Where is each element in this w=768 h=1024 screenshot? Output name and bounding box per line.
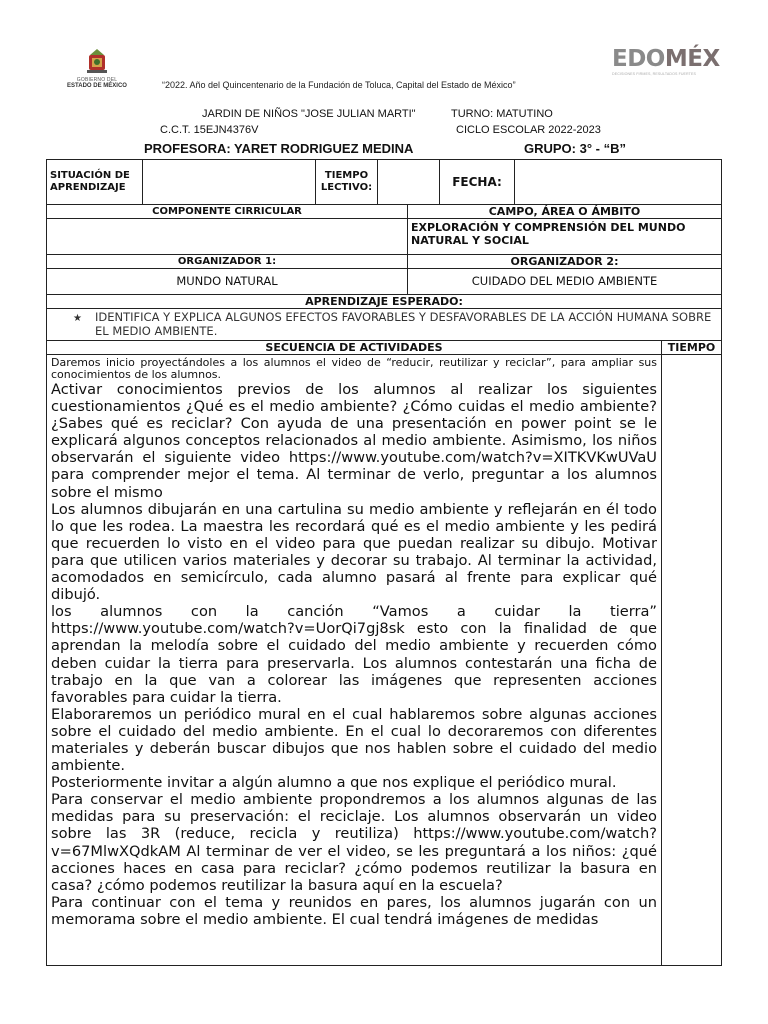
activity-paragraph: Activar conocimientos previos de los alumnos al realizar los siguientes cuestionamientos ¿Qué es el medio ambiente? ¿Cómo cuidas el medio ambiente? ¿Sabes qué es reciclar? Con ayuda de una presentación en power point se le explicará algunos conceptos relacionados al medio ambiente. Asimismo, los niños observarán el siguiente video https://www.youtube.com/watch?v=XITKVKwUVaU para comprender mejor el tema. Al terminar de verlo, preguntar a los alumnos sobre el mismo: [51, 381, 657, 501]
time-column-header: TIEMPO: [662, 341, 722, 355]
activity-paragraph: Para continuar con el tema y reunidos en pares, los alumnos jugarán con un memorama sobre el medio ambiente. El cual tendrá imágenes de medidas: [51, 893, 657, 928]
component-value: [47, 219, 408, 255]
activities-intro: Daremos inicio proyectándoles a los alumnos el video de “reducir, reutilizar y reciclar”, para ampliar sus conocimientos de los alumnos.: [51, 356, 657, 381]
shift: TURNO: MATUTINO: [451, 108, 553, 120]
activity-paragraph: Para conservar el medio ambiente propondremos a los alumnos algunas de las medidas para su preservación: el reciclaje. Los alumnos observarán un video sobre las 3R (reduce, recicla y reutiliza) https://www.youtube.com/watch?v=67MlwXQdkAM Al terminar de ver el video, se les preguntará a los niños: ¿qué acciones haces en casa para reciclar? ¿cómo podemos reutilizar la basura en casa? ¿cómo podemos reutilizar la basura aquí en la escuela?: [51, 791, 657, 894]
time-column-value: [662, 355, 722, 966]
expected-learning: ★ IDENTIFICA Y EXPLICA ALGUNOS EFECTOS FAVORABLES Y DESFAVORABLES DE LA ACCIÓN HUMANA SOBRE EL MEDIO AMBIENTE.: [47, 309, 722, 341]
activity-paragraph: Elaboraremos un periódico mural en el cual hablaremos sobre algunas acciones sobre el cuidado del medio ambiente. En el cual lo decoraremos con diferentes materiales y deberán buscar dibujos que nos hablen sobre el cuidado del medio ambiente.: [51, 705, 657, 775]
expected-value: IDENTIFICA Y EXPLICA ALGUNOS EFECTOS FAVORABLES Y DESFAVORABLES DE LA ACCIÓN HUMANA SOBRE EL MEDIO AMBIENTE.: [95, 310, 712, 338]
edomex-brand-b: MÉX: [664, 46, 720, 72]
situation-label: SITUACIÓN DE APRENDIZAJE: [47, 160, 143, 205]
cct-code: C.C.T. 15EJN4376V: [160, 124, 259, 136]
organizer1-header: ORGANIZADOR 1:: [47, 255, 408, 269]
organizer2-value: CUIDADO DEL MEDIO AMBIENTE: [408, 269, 722, 295]
coat-of-arms-icon: [82, 46, 112, 76]
date-value: [515, 160, 722, 205]
time-value: [378, 160, 440, 205]
organizer2-header: ORGANIZADOR 2:: [408, 255, 722, 269]
school-name: JARDIN DE NIÑOS "JOSE JULIAN MARTI": [202, 108, 416, 120]
activities-cell: [47, 355, 662, 966]
expected-header: APRENDIZAJE ESPERADO:: [47, 295, 722, 309]
activity-paragraph: Posteriormente invitar a algún alumno a que nos explique el periódico mural.: [51, 774, 617, 792]
edomex-logo: [612, 46, 722, 76]
state-government-logo: [58, 46, 136, 96]
group: GRUPO: 3° - “B”: [524, 141, 626, 156]
field-header: CAMPO, ÁREA O ÁMBITO: [408, 205, 722, 219]
planning-table: [46, 159, 722, 966]
year-motto: “2022. Año del Quincentenario de la Fundación de Toluca, Capital del Estado de México”: [162, 80, 516, 90]
field-value: EXPLORACIÓN Y COMPRENSIÓN DEL MUNDO NATURAL Y SOCIAL: [408, 219, 722, 255]
edomex-brand-a: EDO: [612, 46, 665, 72]
time-label: TIEMPO LECTIVO:: [316, 160, 378, 205]
activity-paragraph: los alumnos con la canción “Vamos a cuidar la tierra” https://www.youtube.com/watch?v=UorQi7gj8sk esto con la finalidad de que aprendan la melodía sobre el cuidado del medio ambiente y recuerden cómo deben cuidar la tierra para preservarla. Los alumnos contestarán una ficha de trabajo en la que van a colorear las imágenes que representen acciones favorables para cuidar la tierra.: [51, 603, 657, 706]
sequence-header: SECUENCIA DE ACTIVIDADES: [47, 341, 662, 355]
activity-paragraph: Los alumnos dibujarán en una cartulina su medio ambiente y reflejarán en él todo lo que les rodea. La maestra les recordará qué es el medio ambiente y les pedirá que recuerden lo visto en el video para que puedan realizar su dibujo. Motivar para que utilicen varios materiales y decorar su trabajo. Al terminar la actividad, acomodados en semicírculo, cada alumno pasará al frente para explicar qué dibujó.: [51, 500, 657, 604]
situation-value: [143, 160, 316, 205]
organizer1-value: MUNDO NATURAL: [47, 269, 408, 295]
school-year: CICLO ESCOLAR 2022-2023: [456, 124, 601, 136]
component-header: COMPONENTE CIRRICULAR: [47, 205, 408, 219]
gov-logo-line1: GOBIERNO DEL: [76, 77, 118, 83]
teacher-name: PROFESORA: YARET RODRIGUEZ MEDINA: [144, 141, 414, 156]
gov-logo-line2: ESTADO DE MÉXICO: [67, 83, 127, 89]
date-label: FECHA:: [440, 160, 515, 205]
header-row: [47, 160, 722, 205]
edomex-tagline: DECISIONES FIRMES, RESULTADOS FUERTES: [612, 72, 696, 76]
